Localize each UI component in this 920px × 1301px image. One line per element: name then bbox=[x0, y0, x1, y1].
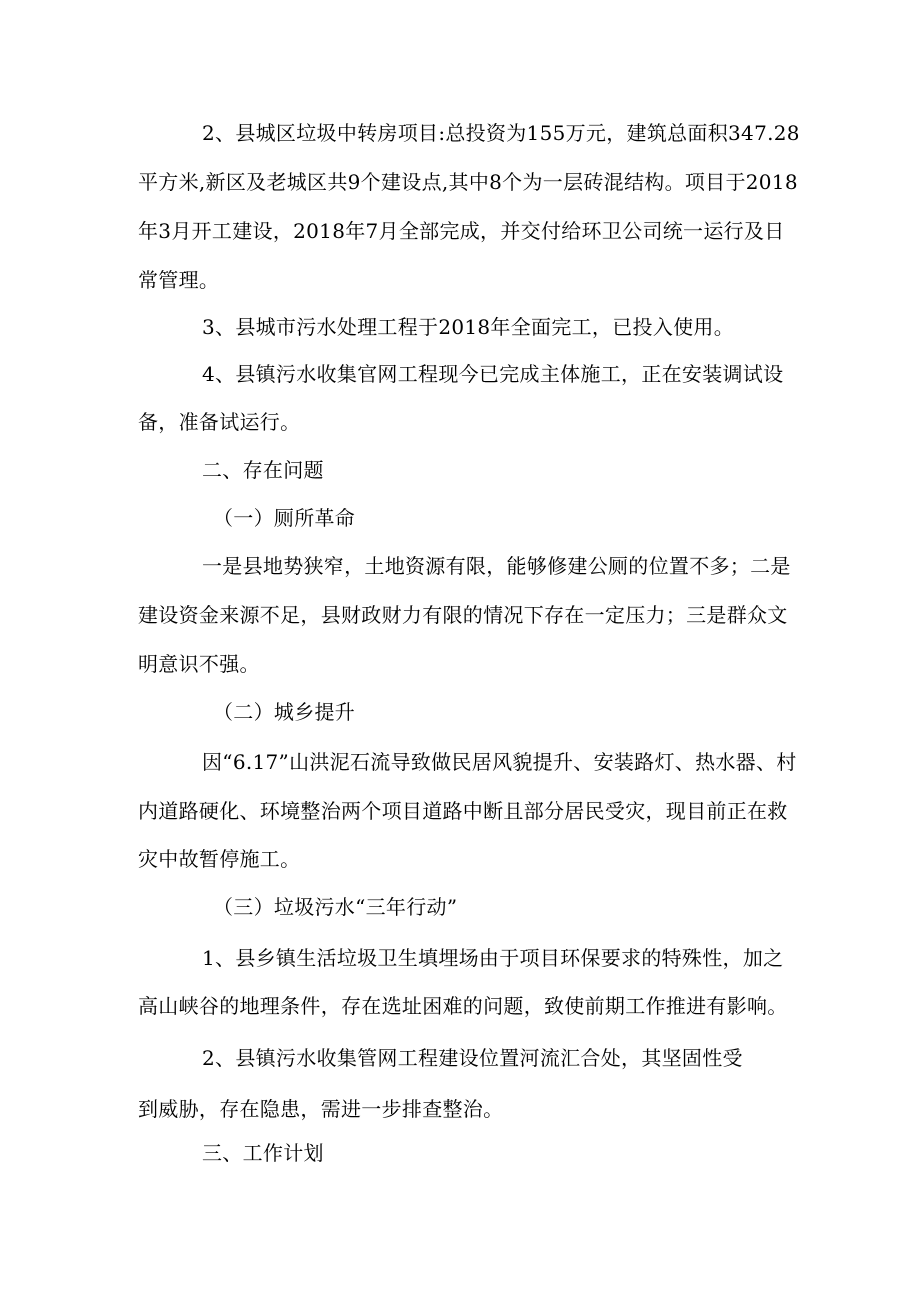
text-line: 2、县镇污水收集管网工程建设位置河流汇合处，其坚固性受 bbox=[202, 1046, 743, 1070]
text-line: 明意识不强。 bbox=[138, 652, 260, 676]
text-line: 平方米,新区及老城区共9个建设点,其中8个为一层砖混结构。项目于2018 bbox=[138, 170, 798, 194]
text-line: 2、县城区垃圾中转房项目:总投资为155万元，建筑总面积347.28 bbox=[202, 121, 800, 145]
subsection-heading: （一）厕所革命 bbox=[213, 506, 356, 530]
text-line: 1、县乡镇生活垃圾卫生填埋场由于项目环保要求的特殊性，加之 bbox=[202, 946, 784, 970]
text-line: 灾中故暂停施工。 bbox=[138, 847, 301, 871]
text-line: 3、县城市污水处理工程于2018年全面完工，已投入使用。 bbox=[202, 315, 735, 339]
section-heading: 二、存在问题 bbox=[202, 458, 324, 482]
text-line: 常管理。 bbox=[138, 268, 220, 292]
text-line: 建设资金来源不足，县财政财力有限的情况下存在一定压力；三是群众文 bbox=[138, 603, 788, 627]
text-line: 高山峡谷的地理条件，存在选址困难的问题，致使前期工作推进有影响。 bbox=[138, 994, 788, 1018]
text-line: 备，准备试运行。 bbox=[138, 410, 301, 434]
text-line: 因“6.17”山洪泥石流导致做民居风貌提升、安装路灯、热水器、村 bbox=[202, 750, 797, 774]
text-line: 4、县镇污水收集官网工程现今已完成主体施工，正在安装调试设 bbox=[202, 362, 784, 386]
section-heading: 三、工作计划 bbox=[202, 1141, 324, 1165]
text-line: 年3月开工建设，2018年7月全部完成，并交付给环卫公司统一运行及日 bbox=[138, 219, 785, 243]
subsection-heading: （二）城乡提升 bbox=[213, 700, 356, 724]
subsection-heading: （三）垃圾污水“三年行动” bbox=[213, 895, 458, 919]
text-line: 一是县地势狭窄，土地资源有限，能够修建公厕的位置不多；二是 bbox=[202, 554, 791, 578]
text-line: 内道路硬化、环境整治两个项目道路中断且部分居民受灾，现目前正在救 bbox=[138, 799, 788, 823]
text-line: 到威胁，存在隐患，需进一步排查整治。 bbox=[138, 1097, 504, 1121]
